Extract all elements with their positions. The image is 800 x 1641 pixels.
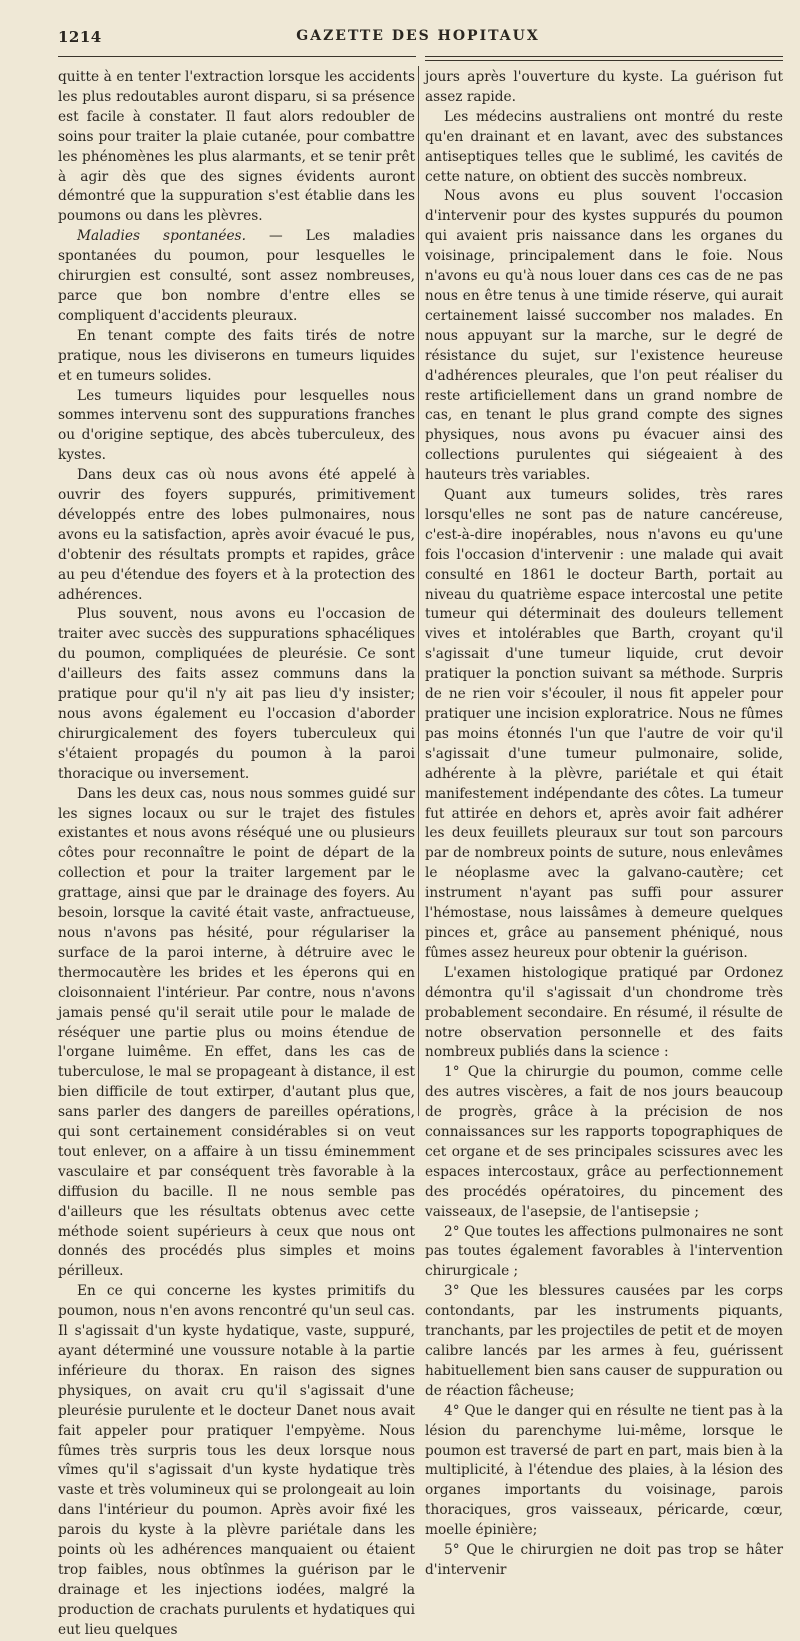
header-rule-right (425, 56, 783, 57)
paragraph: Les tumeurs liquides pour lesquelles nous sommes intervenu sont des suppurations franches ou d'origine septique, des abcès tuberculeux, des kystes. (58, 387, 415, 464)
paragraph: Nous avons eu plus souvent l'occasion d'intervenir pour des kystes suppurés du poumon qui avaient pris naissance dans les organes du voisinage, principalement dans le foie. Nous n'avons eu qu'à nous louer dans ces cas de ne pas nous en être tenus à une timide réserve, qui aurait certainement laissé succomber nos malades. En nous appuyant sur la marche, sur le degré de résistance du sujet, sur l'existence heureuse d'adhérences pleurales, que l'on peut réaliser du reste artificiellement dans un grand nombre de cas, en tenant le plus grand compte des signes physiques, nous avons pu évacuer ainsi des collections purulentes qui siégeaient à des hauteurs très variables. (425, 188, 783, 484)
header-rule-left (58, 56, 416, 57)
column-divider (418, 66, 419, 1116)
paragraph: jours après l'ouverture du kyste. La guérison fut assez rapide. (425, 69, 783, 105)
conclusion-item-4: 4° Que le danger qui en résulte ne tient pas à la lésion du parenchyme lui-même, lorsque le poumon est traversé de part en part, mais bien à la multiplicité, à l'étendue des plaies, à la lésion des organes importants du voisinage, parois thoraciques, gros vaisseaux, péricarde, cœur, moelle épinière; (425, 1402, 783, 1539)
header-rule-right-double (425, 60, 783, 61)
paragraph: Quant aux tumeurs solides, très rares lorsqu'elles ne sont pas de nature cancéreuse, c'est-à-dire inopérables, nous n'avons eu qu'une fois l'occasion d'intervenir : une malade qui avait consulté en 1861 le docteur Barth, portait au niveau du quatrième espace intercostal une petite tumeur qui déterminait des douleurs tellement vives et intolérables que Barth, croyant qu'il s'agissait d'une tumeur liquide, crut devoir pratiquer la ponction suivant sa méthode. Surpris de ne rien voir s'écouler, il nous fit appeler pour pratiquer une incision exploratrice. Nous ne fûmes pas moins étonnés l'un que l'autre de voir qu'il s'agissait d'une tumeur pulmonaire, solide, adhérente à la plèvre, pariétale et qui était manifestement indépendante des côtes. La tumeur fut attirée en dehors et, après avoir fait adhérer les deux feuillets pleuraux sur tout son parcours par de nombreux points de suture, nous enlevâmes le néoplasme avec la galvano-cautère; cet instrument n'ayant pas suffi pour assurer l'hémostase, nous laissâmes à demeure quelques pinces et, grâce au pansement phéniqué, nous fûmes assez heureux pour obtenir la guérison. (425, 487, 783, 961)
paragraph-spontaneous-diseases (58, 227, 415, 327)
conclusion-item-5: 5° Que le chirurgien ne doit pas trop se hâter d'intervenir (425, 1542, 783, 1578)
paragraph: L'examen histologique pratiqué par Ordonez démontra qu'il s'agissait d'un chondrome très probablement secondaire. En résumé, il résulte de notre observation personnelle et des faits nombreux publiés dans la science : (425, 964, 783, 1061)
paragraph: Dans les deux cas, nous nous sommes guidé sur les signes locaux ou sur le trajet des fistules existantes et nous avons réséqué une ou plusieurs côtes pour reconnaître le point de départ de la collection et pour la traiter largement par le grattage, ainsi que par le drainage des foyers. Au besoin, lorsque la cavité était vaste, anfractueuse, nous n'avons pas hésité, pour régulariser la surface de la paroi interne, à détruire avec le thermocautère les brides et les éperons qui en cloisonnaient l'intérieur. Par contre, nous n'avons jamais pensé qu'il serait utile pour le malade de réséquer une partie plus ou moins étendue de l'organe luimême. En effet, dans les cas de tuberculose, le mal se propageant à distance, il est bien difficile de tout extirper, d'autant plus que, sans parler des dangers de pareilles opérations, qui sont certainement considérables si on veut tout enlever, on a affaire à un tissu éminemment vasculaire et par conséquent très favorable à la diffusion du bacille. Il ne nous semble pas d'ailleurs que les résultats obtenus avec cette méthode soient supérieurs à ceux que nous ont donnés des procédés plus simples et moins périlleux. (58, 785, 415, 1280)
conclusion-item-2: 2° Que toutes les affections pulmonaires ne sont pas toutes également favorables à l'intervention chirurgicale ; (425, 1223, 783, 1280)
paragraph: Plus souvent, nous avons eu l'occasion de traiter avec succès des suppurations sphacéliques du poumon, compliquées de pleurésie. Ce sont d'ailleurs des faits assez communs dans la pratique pour qu'il n'y ait pas lieu d'y insister; nous avons également eu l'occasion d'aborder chirurgicalement des foyers tuberculeux qui s'étaient propagés du poumon à la paroi thoracique ou inversement. (58, 606, 415, 782)
right-column (425, 68, 783, 1581)
conclusion-item-3: 3° Que les blessures causées par les corps contondants, par les instruments piquants, tranchants, par les projectiles de petit et de moyen calibre lancés par les armes à feu, guérissent habituellement bien sans causer de suppuration ou de réaction fâcheuse; (425, 1283, 783, 1399)
paragraph-text: — Les maladies spontanées du poumon, pour lesquelles le chirurgien est consulté, sont assez nombreuses, parce que bon nombre d'entre elles se compliquent d'accidents pleuraux. (58, 228, 415, 324)
section-heading: Maladies spontanées. (77, 228, 246, 245)
paragraph: En tenant compte des faits tirés de notre pratique, nous les diviserons en tumeurs liquides et en tumeurs solides. (58, 327, 415, 384)
paragraph: Dans deux cas où nous avons été appelé à ouvrir des foyers suppurés, primitivement développés entre des lobes pulmonaires, nous avons eu la satisfaction, après avoir évacué le pus, d'obtenir des résultats prompts et rapides, grâce au peu d'étendue des foyers et à la protection des adhérences. (58, 467, 415, 603)
page-header (58, 28, 778, 50)
paragraph: En ce qui concerne les kystes primitifs du poumon, nous n'en avons rencontré qu'un seul cas. Il s'agissait d'un kyste hydatique, vaste, suppuré, ayant déterminé une voussure notable à la partie inférieure du thorax. En raison des signes physiques, on avait cru qu'il s'agissait d'une pleurésie purulente et le docteur Danet nous avait fait appeler pour pratiquer l'empyème. Nous fûmes très surpris tous les deux lorsque nous vîmes qu'il s'agissait d'un kyste hydatique très vaste et très volumineux qui se prolongeait au loin dans l'intérieur du poumon. Après avoir fixé les parois du kyste à la plèvre pariétale dans les points où les adhérences manquaient ou étaient trop faibles, nous obtînmes la guérison par le drainage et les injections iodées, malgré la production de crachats purulents et hydatiques qui eut lieu quelques (58, 1283, 415, 1638)
left-column (58, 68, 415, 1641)
paragraph: Les médecins australiens ont montré du reste qu'en drainant et en lavant, avec des substances antiseptiques telles que le sublimé, les cavités de cette nature, on obtient des succès nombreux. (425, 108, 783, 185)
conclusion-item-1: 1° Que la chirurgie du poumon, comme celle des autres viscères, a fait de nos jours beaucoup de progrès, grâce à la précision de nos connaissances sur les rapports topographiques de cet organe et de ses principales scissures avec les espaces intercostaux, grâce au perfectionnement des procédés opératoires, du pincement des vaisseaux, de l'asepsie, de l'antisepsie ; (425, 1064, 783, 1220)
paragraph: quitte à en tenter l'extraction lorsque les accidents les plus redoutables auront disparu, si sa présence est facile à constater. Il faut alors redoubler de soins pour traiter la plaie cutanée, pour combattre les phénomènes les plus alarmants, et se tenir prêt à agir dès que des signes évidents auront démontré que la suppuration s'est établie dans les poumons ou dans les plèvres. (58, 69, 415, 225)
journal-title: GAZETTE DES HOPITAUX (296, 28, 540, 44)
page-number: 1214 (58, 28, 102, 46)
